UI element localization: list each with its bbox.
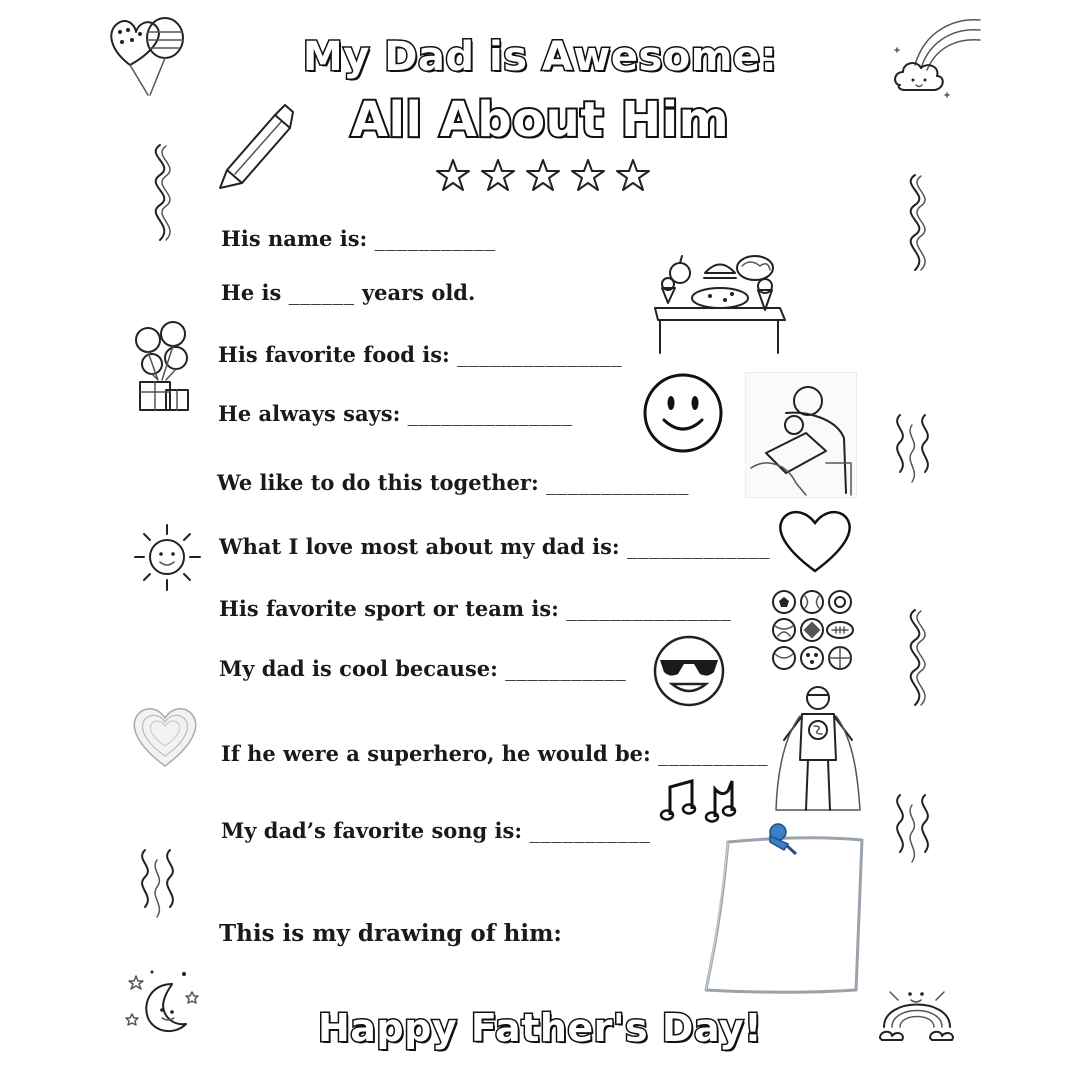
question-love-most bbox=[219, 534, 770, 559]
pencil-icon bbox=[215, 100, 300, 190]
pinned-paper-icon[interactable] bbox=[700, 820, 868, 996]
title-line-2: All About Him bbox=[350, 92, 730, 148]
question-suffix: years old. bbox=[361, 280, 476, 305]
star-icon bbox=[437, 160, 469, 190]
cool-emoji-icon bbox=[650, 632, 728, 710]
smiley-icon bbox=[640, 370, 726, 456]
question-together bbox=[217, 470, 689, 495]
superhero-icon bbox=[772, 680, 864, 822]
rainbow-cloud-icon bbox=[885, 10, 985, 110]
rainbow-character-icon bbox=[876, 972, 958, 1050]
question-cool bbox=[219, 656, 626, 681]
question-prompt: My dad is cool because: bbox=[219, 656, 498, 681]
answer-blank[interactable]: _______________ bbox=[566, 597, 732, 621]
gift-balloons-icon bbox=[128, 320, 198, 415]
question-prompt: We like to do this together: bbox=[217, 470, 539, 495]
dad-reading-icon bbox=[745, 372, 857, 498]
question-food bbox=[218, 342, 622, 367]
star-icon bbox=[572, 160, 604, 190]
question-prompt: His favorite food is: bbox=[218, 342, 450, 367]
answer-blank[interactable]: _____________ bbox=[546, 471, 690, 495]
question-prompt: My dad’s favorite song is: bbox=[221, 818, 523, 843]
balloons-icon bbox=[100, 10, 190, 100]
streamer-icon bbox=[885, 790, 945, 870]
streamer-icon bbox=[130, 845, 190, 920]
question-prompt: This is my drawing of him: bbox=[219, 920, 562, 947]
heart-icon bbox=[775, 505, 855, 577]
star-icon bbox=[617, 160, 649, 190]
answer-blank[interactable]: _______________ bbox=[457, 343, 623, 367]
streamer-icon bbox=[895, 605, 940, 710]
question-prompt: His favorite sport or team is: bbox=[219, 596, 559, 621]
star-icon bbox=[527, 160, 559, 190]
stars-row bbox=[436, 158, 656, 194]
moon-stars-icon bbox=[122, 962, 207, 1047]
streamer-icon bbox=[895, 170, 940, 275]
answer-blank[interactable]: ___________ bbox=[505, 657, 627, 681]
answer-blank[interactable]: __________ bbox=[658, 742, 769, 766]
question-sport bbox=[219, 596, 731, 621]
question-says bbox=[218, 401, 573, 426]
answer-blank[interactable]: ___________ bbox=[374, 227, 496, 251]
question-prompt: If he were a superhero, he would be: bbox=[221, 741, 651, 766]
food-table-icon bbox=[650, 248, 790, 358]
sun-icon bbox=[130, 520, 205, 595]
heart-icon bbox=[128, 700, 203, 775]
question-prompt: He is bbox=[221, 280, 282, 305]
question-prompt: He always says: bbox=[218, 401, 401, 426]
question-drawing bbox=[219, 920, 562, 947]
sports-balls-icon bbox=[770, 588, 860, 674]
question-prompt: His name is: bbox=[221, 226, 368, 251]
title-line-1: My Dad is Awesome: bbox=[302, 34, 778, 80]
question-superhero bbox=[221, 741, 768, 766]
answer-blank[interactable]: ___________ bbox=[529, 819, 651, 843]
question-prompt: What I love most about my dad is: bbox=[219, 534, 620, 559]
footer-title: Happy Father's Day! bbox=[317, 1006, 763, 1050]
question-song bbox=[221, 818, 650, 843]
question-age bbox=[221, 280, 475, 305]
star-icon bbox=[482, 160, 514, 190]
answer-blank[interactable]: _____________ bbox=[626, 535, 770, 559]
answer-blank[interactable]: _______________ bbox=[407, 402, 573, 426]
answer-blank[interactable]: ______ bbox=[288, 281, 355, 305]
streamer-icon bbox=[140, 140, 185, 245]
question-name bbox=[221, 226, 496, 251]
streamer-icon bbox=[885, 410, 945, 490]
